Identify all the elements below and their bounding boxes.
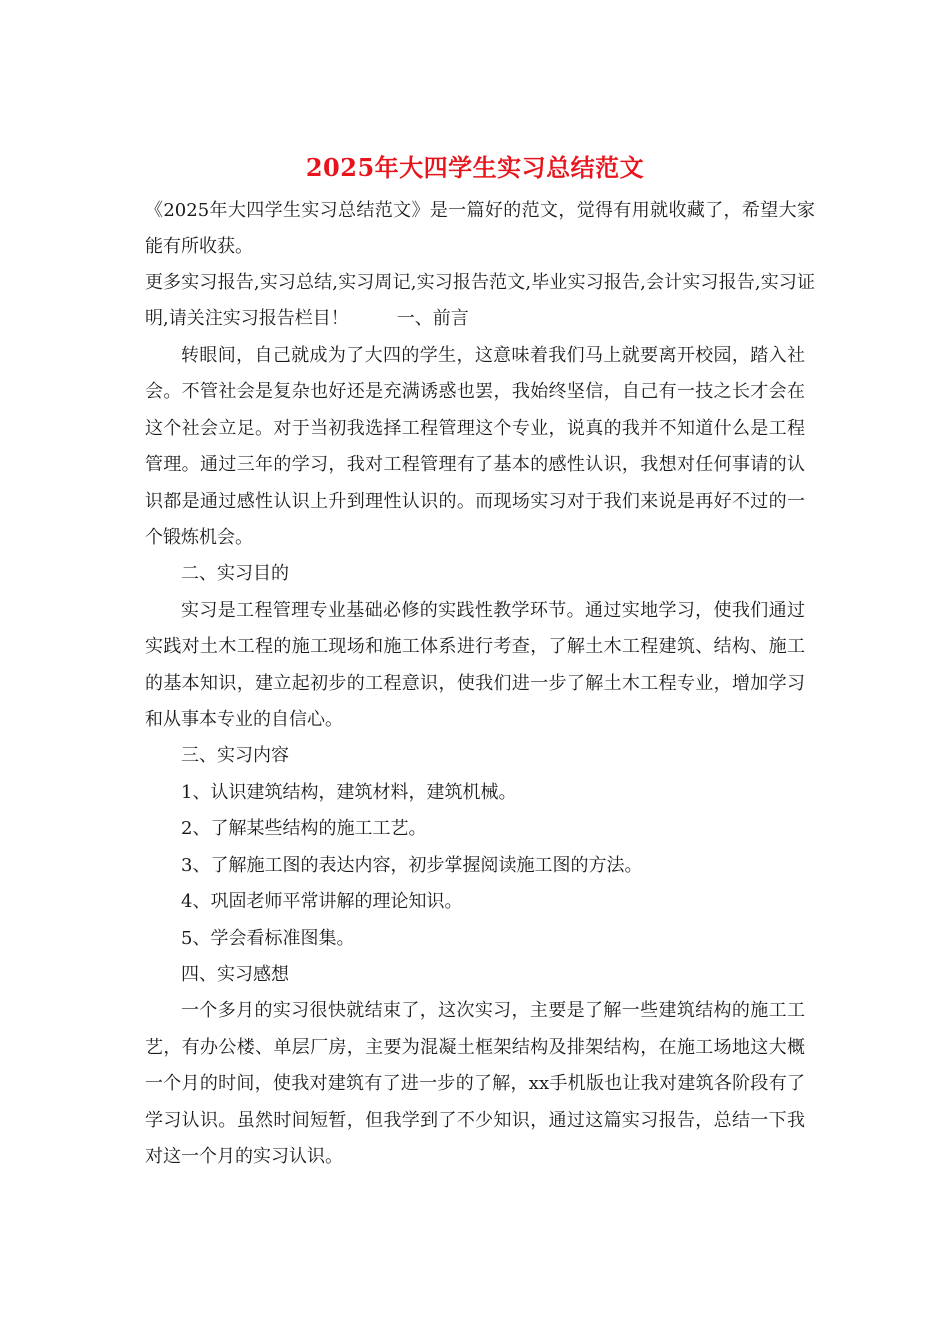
- list-item: 5、学会看标准图集。: [181, 927, 355, 949]
- related-links-text: 更多实习报告,实习总结,实习周记,实习报告范文,毕业实习报告,会计实习报告,实习证明,请关注实习报告栏目！: [145, 272, 815, 329]
- intro-paragraph: [145, 265, 815, 337]
- section-heading: 二、实习目的: [181, 563, 289, 585]
- list-item: 1、认识建筑结构，建筑材料，建筑机械。: [181, 781, 517, 803]
- intro-block: [145, 193, 815, 337]
- intro-paragraph: 《2025年大四学生实习总结范文》是一篇好的范文，觉得有用就收藏了，希望大家能有所收获。: [145, 200, 815, 257]
- body-paragraph: 转眼间，自己就成为了大四的学生，这意味着我们马上就要离开校园，踏入社会。不管社会是复杂也好还是充满诱惑也罢，我始终坚信，自己有一技之长才会在这个社会立足。对于当初我选择工程管理这个专业，说真的我并不知道什么是工程管理。通过三年的学习，我对工程管理有了基本的感性认识，我想对任何事请的认识都是通过感性认识上升到理性认识的。而现场实习对于我们来说是再好不过的一个锻炼机会。: [145, 345, 805, 549]
- body-paragraph: 实习是工程管理专业基础必修的实践性教学环节。通过实地学习，使我们通过实践对土木工程的施工现场和施工体系进行考查，了解土木工程建筑、结构、施工的基本知识，建立起初步的工程意识，使我们进一步了解土木工程专业，增加学习和从事本专业的自信心。: [145, 599, 805, 731]
- section-heading: 三、实习内容: [181, 745, 289, 767]
- list-item: 4、巩固老师平常讲解的理论知识。: [181, 891, 463, 913]
- document-body: [145, 338, 805, 1175]
- section-heading-preface: 一、前言: [396, 308, 469, 329]
- list-item: 3、了解施工图的表达内容，初步掌握阅读施工图的方法。: [181, 854, 643, 876]
- section-heading: 四、实习感想: [181, 963, 289, 985]
- document-title: 2025年大四学生实习总结范文: [305, 153, 645, 182]
- body-paragraph: 一个多月的实习很快就结束了，这次实习，主要是了解一些建筑结构的施工工艺，有办公楼、单层厂房，主要为混凝土框架结构及排架结构，在施工场地这大概一个月的时间，使我对建筑有了进一步的了解，xx手机版也让我对建筑各阶段有了学习认识。虽然时间短暂，但我学到了不少知识，通过这篇实习报告，总结一下我对这一个月的实习认识。: [145, 1000, 805, 1167]
- list-item: 2、了解某些结构的施工工艺。: [181, 818, 427, 840]
